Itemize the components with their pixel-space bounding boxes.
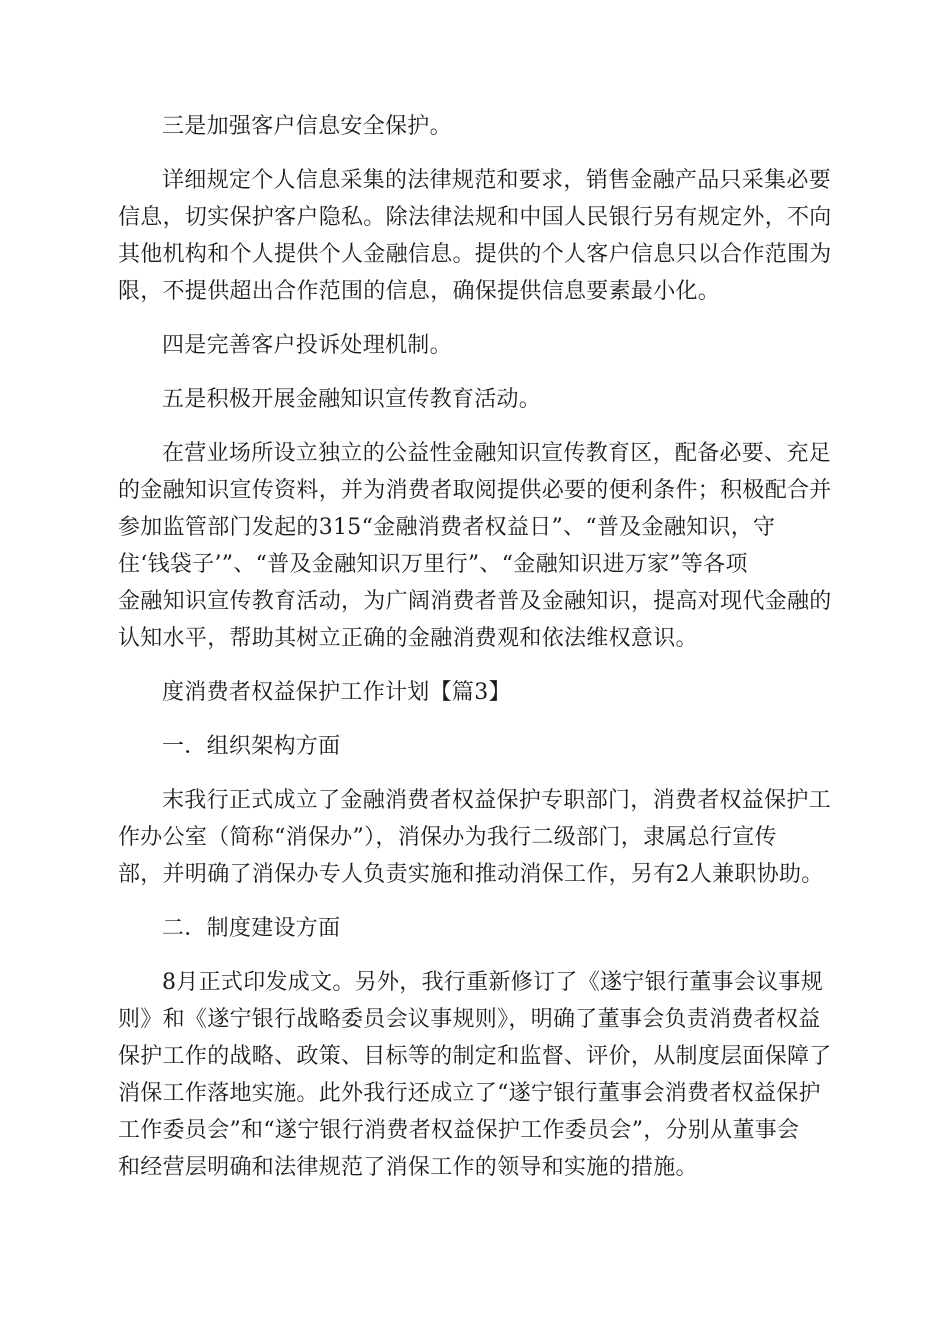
paragraph-2	[118, 162, 832, 310]
paragraph-system	[118, 964, 832, 1186]
text-line: 则》和《遂宁银行战略委员会议事规则》，明确了董事会负责消费者权益	[118, 1007, 821, 1032]
text-line: 消保工作落地实施。此外我行还成立了“遂宁银行董事会消费者权益保护	[118, 1081, 821, 1106]
text-line: 金融知识宣传教育活动，为广阔消费者普及金融知识，提高对现代金融的	[118, 589, 832, 614]
paragraph-3	[118, 327, 832, 364]
text-line: 作办公室（简称“消保办”），消保办为我行二级部门，隶属总行宣传	[118, 825, 777, 850]
text-line: 限，不提供超出合作范围的信息，确保提供信息要素最小化。	[118, 279, 721, 304]
text-line: 详细规定个人信息采集的法律规范和要求，销售金融产品只采集必要	[162, 168, 832, 193]
text-line: 参加监管部门发起的315“金融消费者权益日”、“普及金融知识，守	[118, 515, 776, 540]
text-line: 在营业场所设立独立的公益性金融知识宣传教育区，配备必要、充足	[162, 441, 832, 466]
text-line: 的金融知识宣传资料，并为消费者取阅提供必要的便利条件；积极配合并	[118, 478, 832, 503]
text-line: 五是积极开展金融知识宣传教育活动。	[162, 387, 542, 412]
text-line: 其他机构和个人提供个人金融信息。提供的个人客户信息只以合作范围为	[118, 242, 832, 267]
text-line: 一．组织架构方面	[162, 734, 341, 759]
section-heading-org	[118, 728, 832, 765]
section-heading-system	[118, 910, 832, 947]
text-line: 三是加强客户信息安全保护。	[162, 114, 452, 139]
text-line: 部，并明确了消保办专人负责实施和推动消保工作，另有2人兼职协助。	[118, 862, 824, 887]
text-line: 四是完善客户投诉处理机制。	[162, 333, 452, 358]
text-line: 认知水平，帮助其树立正确的金融消费观和依法维权意识。	[118, 626, 698, 651]
text-line: 住‘钱袋子’”、“普及金融知识万里行”、“金融知识进万家”等各项	[118, 552, 748, 577]
section-heading-plan	[118, 674, 832, 711]
text-line: 二．制度建设方面	[162, 916, 341, 941]
text-line: 工作委员会”和“遂宁银行消费者权益保护工作委员会”，分别从董事会	[118, 1118, 800, 1143]
text-line: 8月正式印发成文。另外，我行重新修订了《遂宁银行董事会议事规	[162, 970, 823, 995]
text-line: 和经营层明确和法律规范了消保工作的领导和实施的措施。	[118, 1155, 698, 1180]
text-line: 信息，切实保护客户隐私。除法律法规和中国人民银行另有规定外，不向	[118, 205, 832, 230]
paragraph-4	[118, 381, 832, 418]
paragraph-1	[118, 108, 832, 145]
text-line: 保护工作的战略、政策、目标等的制定和监督、评价，从制度层面保障了	[118, 1044, 832, 1069]
text-line: 末我行正式成立了金融消费者权益保护专职部门，消费者权益保护工	[162, 788, 832, 813]
paragraph-org	[118, 782, 832, 893]
text-line: 度消费者权益保护工作计划【篇3】	[162, 680, 511, 705]
paragraph-5	[118, 435, 832, 657]
